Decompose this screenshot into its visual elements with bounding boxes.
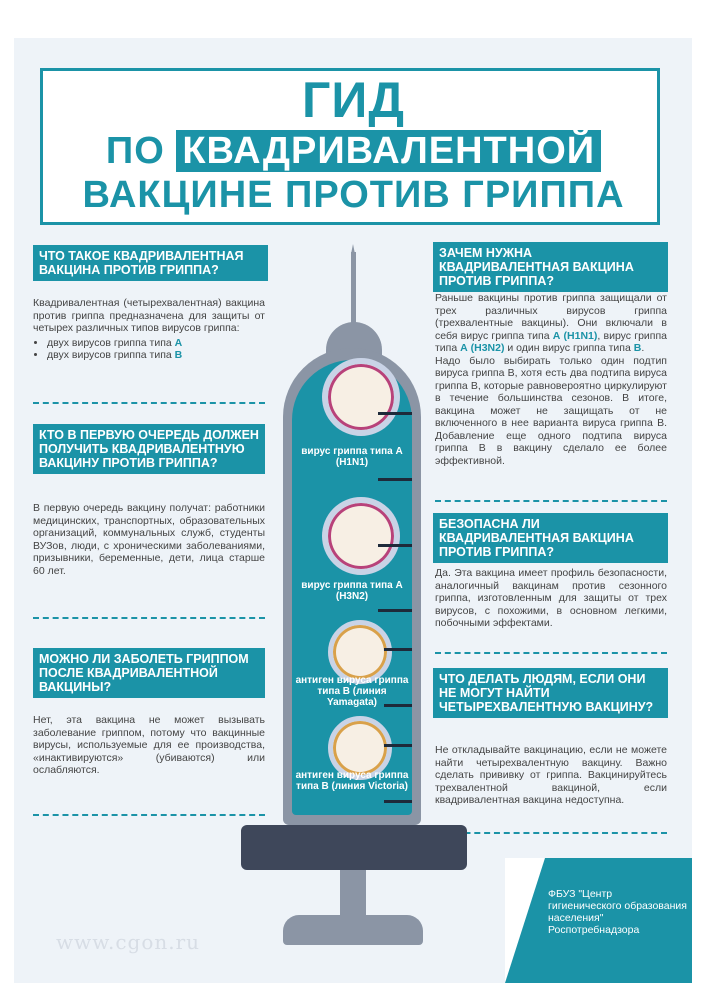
title-highlight: КВАДРИВАЛЕНТНОЙ — [176, 130, 601, 172]
title-line-2-prefix: ПО — [105, 130, 177, 172]
section-none-title: ЧТО ДЕЛАТЬ ЛЮДЯМ, ЕСЛИ ОНИ НЕ МОГУТ НАЙТИ ЧЕТЫРЕХВАЛЕНТНУЮ ВАКЦИНУ? — [433, 668, 668, 718]
divider — [435, 832, 667, 834]
scale-tick — [378, 478, 412, 481]
scale-tick — [384, 704, 412, 707]
scale-tick — [384, 648, 412, 651]
list-item — [47, 337, 265, 350]
scale-tick — [378, 609, 412, 612]
label-yamagata: антиген вируса гриппа типа В (линия Yamagata) — [295, 675, 409, 708]
label-h1n1: вирус гриппа типа А (H1N1) — [301, 446, 403, 468]
divider — [33, 617, 265, 619]
divider — [33, 814, 265, 816]
why-text-part: , вирус гриппа типа — [435, 329, 667, 354]
section-sick-text: Нет, эта вакцина не может вызывать заболевание гриппом, потому что вакцинные вирусы, используемые для ее производства, «инактивируются» (убиваются) или ослабляются. — [33, 714, 265, 776]
syringe-flange — [241, 825, 467, 870]
section-safe-text: Да. Эта вакцина имеет профиль безопасности, аналогичный вакцинам против сезонного гриппа, изготовленным для защиты от трех вирусов, с похожими, в основном легкими, побочными эффектами. — [435, 567, 667, 629]
syringe-thumb-rest — [283, 915, 423, 945]
syringe-needle — [351, 252, 356, 330]
watermark: www.cgon.ru — [56, 930, 201, 954]
section-what-body: Квадривалентная (четырехвалентная) вакцина против гриппа предназначена для защиты от четырех различных типов вирусов гриппа: — [33, 297, 265, 334]
virus-a2: А (H3N2) — [460, 342, 505, 354]
type-letter: В — [174, 349, 183, 361]
scale-tick — [378, 544, 412, 547]
syringe-plunger — [340, 870, 366, 920]
section-what-text — [33, 297, 265, 362]
label-victoria: антиген вируса гриппа типа В (линия Victoria) — [295, 770, 409, 792]
virus-h1n1-icon — [322, 358, 400, 436]
organization-name: ФБУЗ "Центр гигиенического образования населения" Роспотребнадзора — [548, 888, 687, 936]
divider — [435, 500, 667, 502]
title-line-3: ВАКЦИНЕ ПРОТИВ ГРИППА — [82, 174, 625, 216]
why-text-part: и один вирус гриппа типа — [504, 342, 634, 354]
virus-type-list — [33, 337, 265, 362]
title-line-2 — [0, 128, 707, 174]
section-who-text: В первую очередь вакцину получат: работники медицинских, транспортных, образовательных организаций, коммунальных служб, студенты ВУЗов, люди, с хроническими заболеваниями, призывники, беременные, дети, лица старше 60 лет. — [33, 502, 265, 577]
why-text-part: Раньше вакцины против гриппа защищали от трех различных вирусов гриппа (трехвалентные вакцины). Они включали в себя вирус гриппа типа — [435, 292, 667, 342]
divider — [33, 402, 265, 404]
section-who-title: КТО В ПЕРВУЮ ОЧЕРЕДЬ ДОЛЖЕН ПОЛУЧИТЬ КВАДРИВАЛЕНТНУЮ ВАКЦИНУ ПРОТИВ ГРИППА? — [33, 424, 265, 474]
scale-tick — [378, 412, 412, 415]
section-sick-title: МОЖНО ЛИ ЗАБОЛЕТЬ ГРИППОМ ПОСЛЕ КВАДРИВАЛЕНТНОЙ ВАКЦИНЫ? — [33, 648, 265, 698]
why-text-part: . — [641, 342, 645, 354]
scale-tick — [384, 800, 412, 803]
bullet-text: двух вирусов гриппа типа — [47, 349, 175, 361]
why-text-part: Надо было выбирать только один подтип вируса гриппа В, хотя есть два подтипа вируса гриппа В, которые равновероятно циркулируют в течение большинства сезонов. В итоге, вакцина может не защищать от не включенного в нее варианта вируса гриппа В. Добавление еще одного подтипа вируса гриппа В в вакцину сделало ее более эффективной. — [435, 354, 667, 467]
title-line-1: ГИД — [302, 72, 405, 128]
organization-box-cut — [505, 858, 545, 983]
section-what-title: ЧТО ТАКОЕ КВАДРИВАЛЕНТНАЯ ВАКЦИНА ПРОТИВ ГРИППА? — [33, 245, 268, 281]
virus-a1: А (H1N1) — [552, 329, 598, 342]
section-none-text: Не откладывайте вакцинацию, если не можете найти четырехвалентную вакцину. Важно сделать прививку от гриппа. Вакцинируйтесь трехвалентной вакциной, если квадривалентная вакцина недоступна. — [435, 744, 667, 806]
type-letter: А — [174, 336, 183, 349]
section-why-title: ЗАЧЕМ НУЖНА КВАДРИВАЛЕНТНАЯ ВАКЦИНА ПРОТИВ ГРИППА? — [433, 242, 668, 292]
divider — [435, 652, 667, 654]
virus-b: В — [633, 342, 642, 354]
bullet-text: двух вирусов гриппа типа — [47, 336, 175, 349]
section-safe-title: БЕЗОПАСНА ЛИ КВАДРИВАЛЕНТНАЯ ВАКЦИНА ПРОТИВ ГРИППА? — [433, 513, 668, 563]
list-item — [47, 349, 265, 362]
section-why-text — [435, 292, 667, 467]
label-h3n2: вирус гриппа типа А (H3N2) — [301, 580, 403, 602]
scale-tick — [384, 744, 412, 747]
virus-h3n2-icon — [322, 497, 400, 575]
